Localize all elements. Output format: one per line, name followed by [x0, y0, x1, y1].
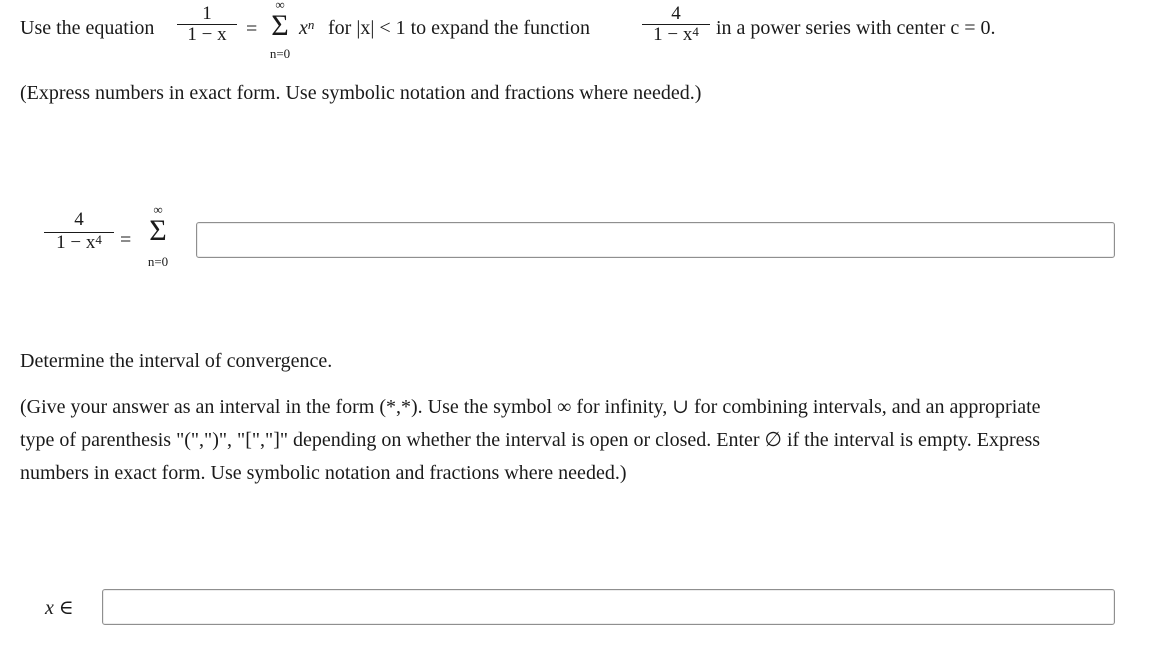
lhs-fraction: [44, 210, 114, 253]
convergence-instructions: [20, 391, 1041, 490]
summation: [142, 203, 174, 268]
sum-lower-limit: n=0: [269, 46, 291, 61]
interval-answer-input[interactable]: [102, 589, 1115, 625]
term-variable: x: [299, 17, 308, 39]
series-answer-input[interactable]: [196, 222, 1115, 258]
fraction-denominator: 1 − x: [187, 24, 227, 45]
lhs-numerator: 4: [74, 209, 84, 230]
instruction-line: (Give your answer as an interval in the form (*,*). Use the symbol ∞ for infinity, ∪ for combining intervals, and an appropriate: [20, 396, 1041, 418]
equation-fraction: [177, 4, 237, 45]
sigma-symbol: Σ: [149, 214, 167, 247]
series-term: [299, 16, 314, 40]
lhs-denominator: $1 - x^4$: [56, 232, 102, 253]
function-fraction: [642, 4, 710, 45]
sigma-symbol: Σ: [271, 9, 289, 42]
instruction-line: numbers in exact form. Use symbolic notation and fractions where needed.): [20, 462, 627, 484]
function-denominator: $1 - x^4$: [653, 24, 699, 45]
tail-text: in a power series with center c = 0.: [716, 17, 996, 39]
term-exponent: n: [307, 17, 315, 32]
condition-text: for |x| < 1 to expand the function: [328, 17, 591, 39]
function-numerator: 4: [671, 3, 681, 24]
convergence-heading: Determine the interval of convergence.: [20, 350, 333, 372]
summation: [265, 0, 295, 60]
sum-upper-limit: ∞: [275, 0, 285, 12]
x-element-of-label: x ∈: [45, 597, 74, 619]
fraction-numerator: 1: [202, 3, 212, 24]
equals-sign: =: [246, 18, 258, 40]
express-instruction: (Express numbers in exact form. Use symbolic notation and fractions where needed.): [20, 82, 702, 104]
intro-text: Use the equation: [20, 17, 155, 39]
instruction-line: type of parenthesis "(",")", "[","]" depending on whether the interval is open or closed. Enter ∅ if the interval is empty. Express: [20, 429, 1041, 451]
sum-upper-limit: ∞: [153, 202, 163, 217]
equals-sign: =: [120, 229, 132, 251]
sum-lower-limit: n=0: [147, 254, 169, 269]
